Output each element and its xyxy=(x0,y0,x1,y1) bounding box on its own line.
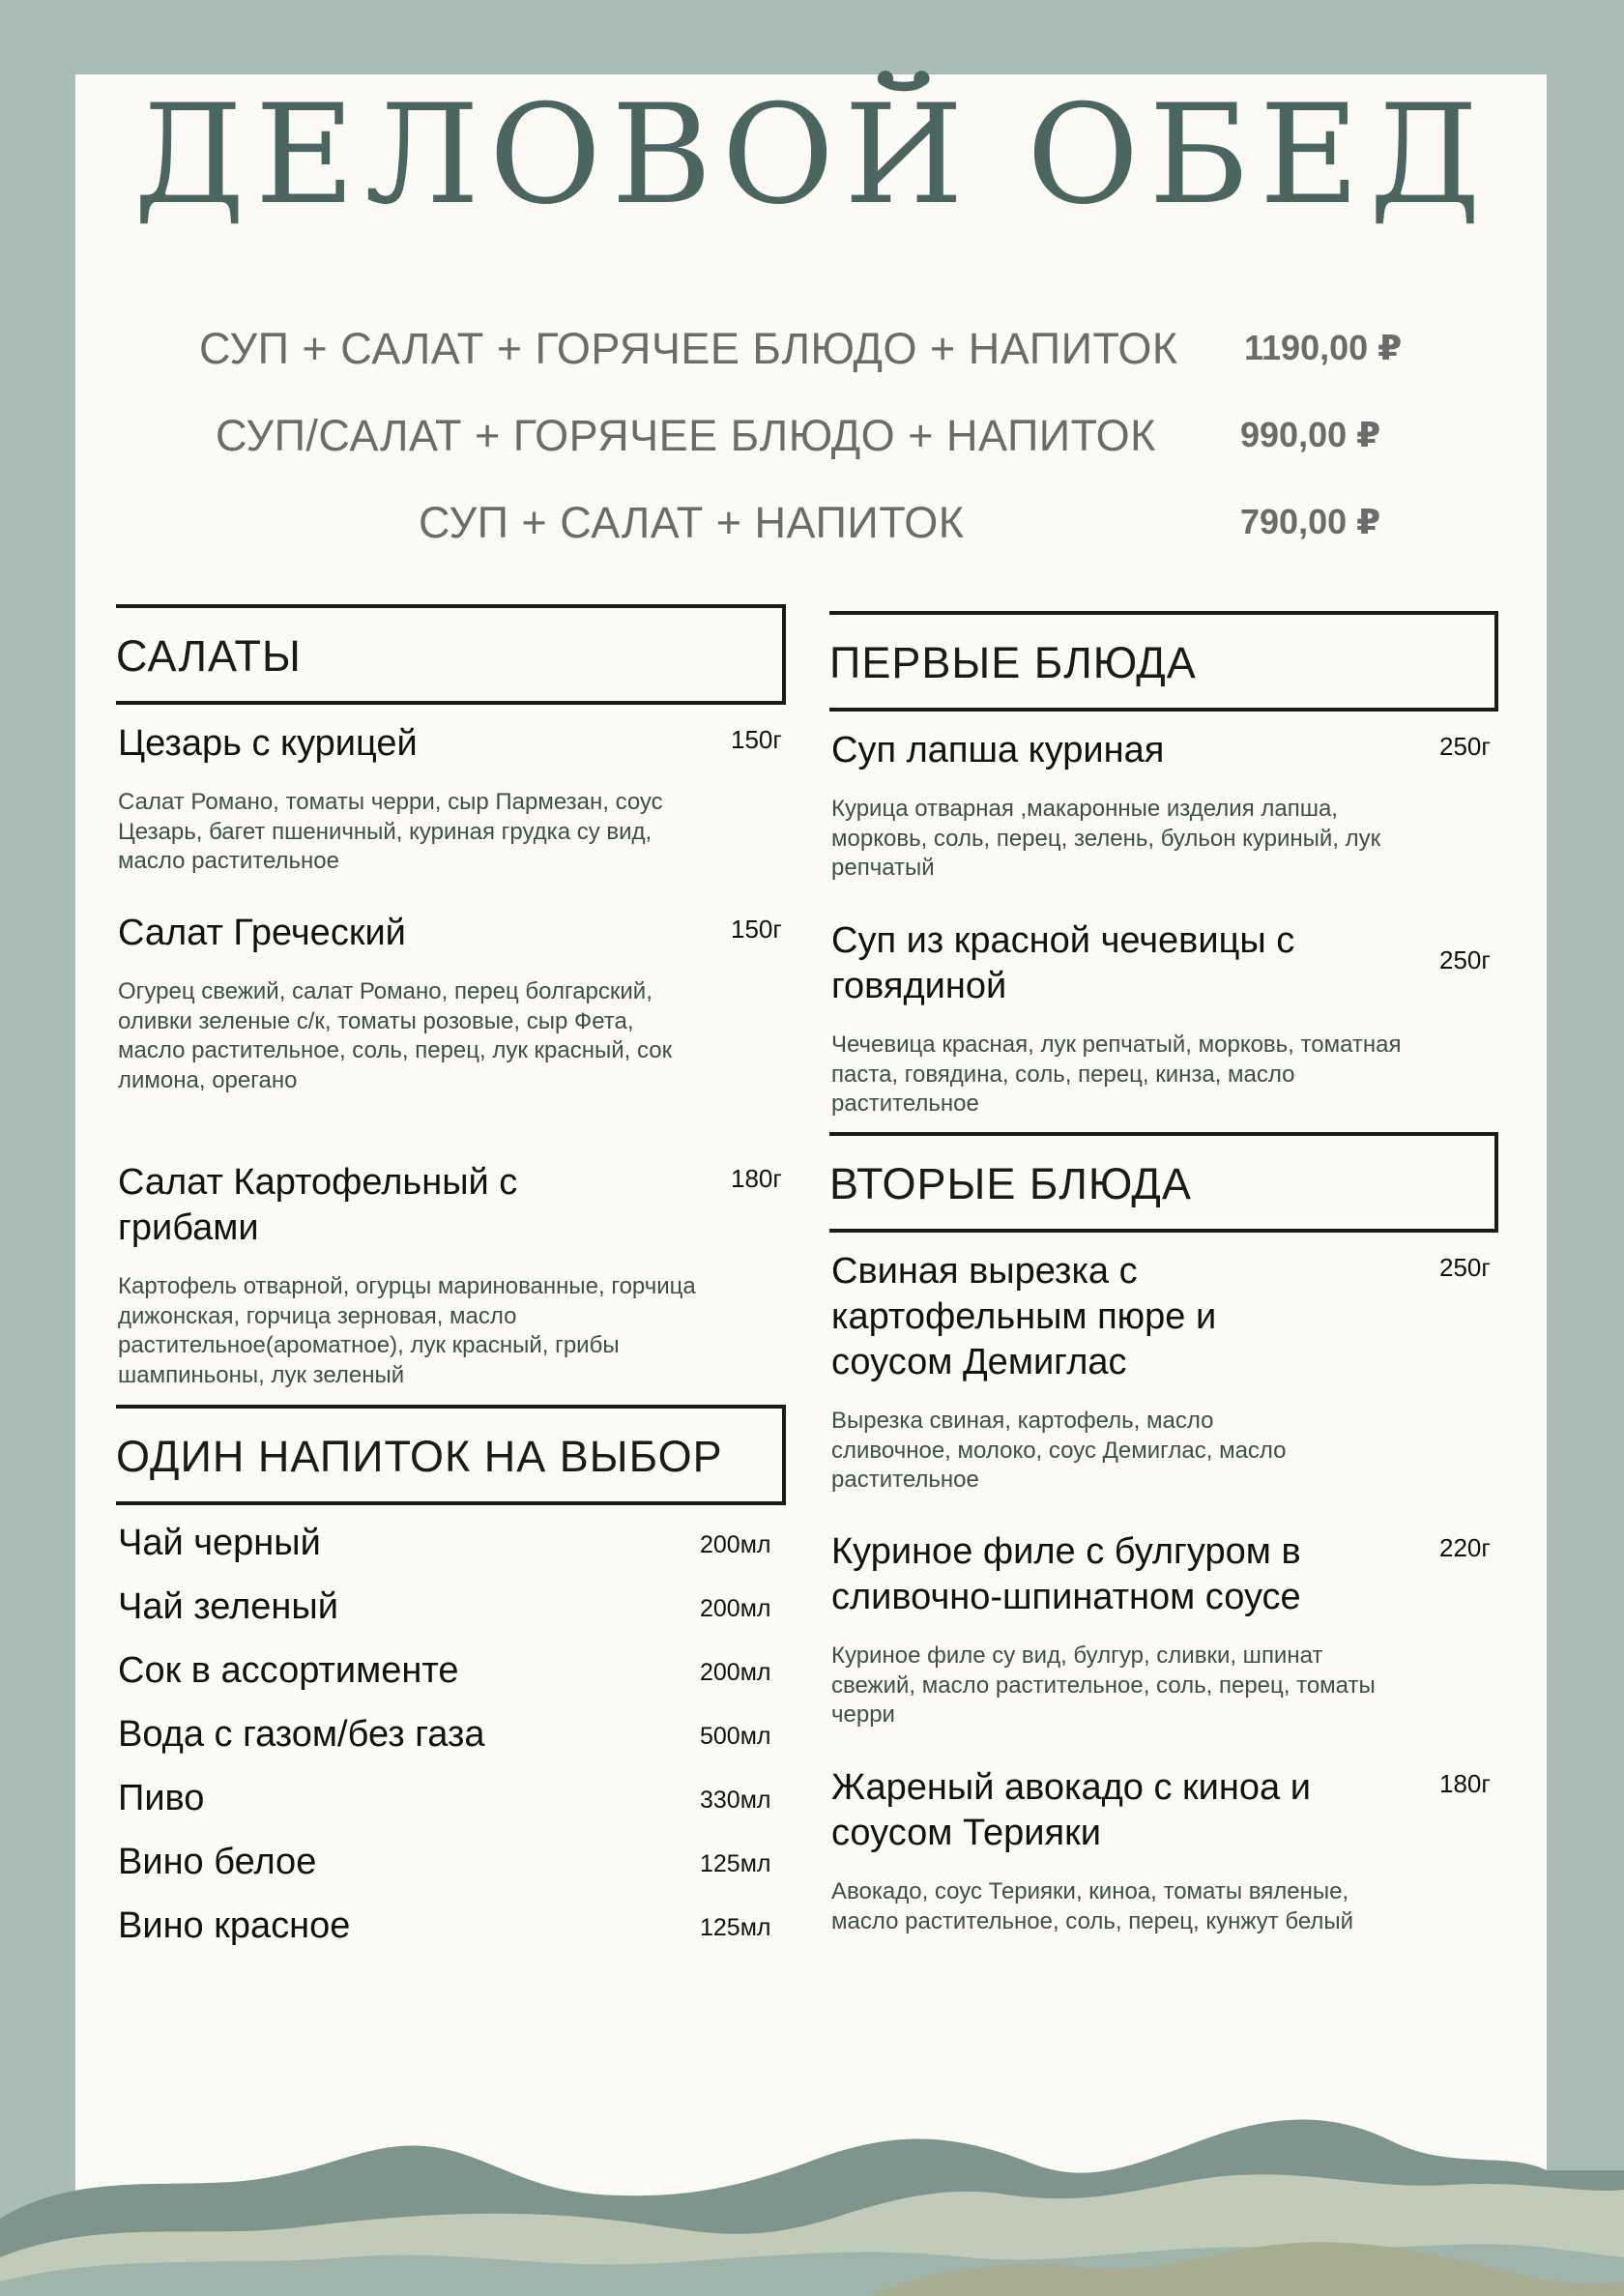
drink-volume: 125мл xyxy=(700,1850,771,1877)
item-name: Куриное филе с булгуром в сливочно-шпинатном соусе xyxy=(831,1531,1301,1617)
drink-volume: 200мл xyxy=(700,1531,771,1558)
drinks-section-header xyxy=(116,1405,786,1505)
section-title: ПЕРВЫЕ БЛЮДА xyxy=(829,638,1197,687)
drink-volume: 200мл xyxy=(700,1595,771,1622)
section-title: ВТОРЫЕ БЛЮДА xyxy=(829,1159,1192,1208)
item-description: Картофель отварной, огурцы маринованные, горчица дижонская, горчица зерновая, масло растительное(ароматное), лук красный, грибы шампиньоны, лук зеленый xyxy=(118,1273,696,1388)
decorative-hills xyxy=(0,2103,1624,2296)
item-weight: 250г xyxy=(1439,1253,1491,1282)
set-row xyxy=(0,411,1624,469)
drink-volume: 125мл xyxy=(700,1914,771,1941)
set-name: СУП/САЛАТ + ГОРЯЧЕЕ БЛЮДО + НАПИТОК xyxy=(216,411,1156,460)
salads-section-header xyxy=(116,604,786,705)
drink-volume: 500мл xyxy=(700,1723,771,1750)
set-row xyxy=(0,498,1624,556)
item-weight: 250г xyxy=(1439,732,1491,761)
menu-item xyxy=(831,1765,1498,1936)
menu-item xyxy=(118,1160,785,1390)
second-courses-section-header xyxy=(829,1132,1498,1233)
page-title: ДЕЛОВОЙ ОБЕД xyxy=(133,75,1491,235)
menu-item xyxy=(118,721,785,877)
item-weight: 150г xyxy=(731,915,782,944)
item-description: Огурец свежий, салат Романо, перец болгарский, оливки зеленые с/к, томаты розовые, сыр Фета, масло растительное, соль, перец, лук красный, сок лимона, орегано xyxy=(118,978,673,1093)
drink-name: Вино белое xyxy=(118,1842,317,1882)
item-name: Жареный авокадо с киноа и соусом Терияки xyxy=(831,1767,1311,1853)
item-name: Свиная вырезка с картофельным пюре и соусом Демиглас xyxy=(831,1251,1217,1382)
item-name: Суп из красной чечевицы с говядиной xyxy=(831,920,1295,1006)
item-name: Салат Греческий xyxy=(118,913,406,953)
drink-name: Чай черный xyxy=(118,1523,321,1563)
item-name: Суп лапша куриная xyxy=(831,730,1165,770)
drink-name: Вода с газом/без газа xyxy=(118,1714,485,1755)
first-courses-section-header xyxy=(829,611,1498,712)
item-description: Салат Романо, томаты черри, сыр Пармезан, соус Цезарь, багет пшеничный, куриная грудка су вид, масло растительное xyxy=(118,789,663,874)
section-title: САЛАТЫ xyxy=(116,631,302,681)
set-price: 1190,00 ₽ xyxy=(1244,328,1403,367)
item-weight: 250г xyxy=(1439,945,1491,974)
item-description: Авокадо, соус Терияки, киноа, томаты вяленые, масло растительное, соль, перец, кунжут белый xyxy=(831,1878,1354,1934)
set-price: 990,00 ₽ xyxy=(1240,415,1381,454)
menu-item xyxy=(831,1249,1498,1496)
drink-name: Сок в ассортименте xyxy=(118,1650,459,1691)
menu-item xyxy=(831,1529,1498,1730)
item-description: Чечевица красная, лук репчатый, морковь, томатная паста, говядина, соль, перец, кинза, масло растительное xyxy=(831,1032,1402,1117)
drink-name: Вино красное xyxy=(118,1905,351,1946)
item-name: Цезарь с курицей xyxy=(118,723,418,764)
drink-name: Чай зеленый xyxy=(118,1586,338,1627)
drink-volume: 200мл xyxy=(700,1659,771,1686)
item-weight: 180г xyxy=(731,1164,782,1193)
set-row xyxy=(0,324,1624,382)
item-description: Куриное филе су вид, булгур, сливки, шпинат свежий, масло растительное, соль, перец, томаты черри xyxy=(831,1642,1376,1728)
set-name: СУП + САЛАТ + ГОРЯЧЕЕ БЛЮДО + НАПИТОК xyxy=(199,324,1178,373)
item-weight: 180г xyxy=(1439,1769,1491,1798)
menu-item xyxy=(831,918,1498,1119)
item-weight: 220г xyxy=(1439,1533,1491,1562)
drink-name: Пиво xyxy=(118,1778,205,1818)
menu-item xyxy=(831,728,1498,884)
item-description: Вырезка свиная, картофель, масло сливочное, молоко, соус Демиглас, масло растительное xyxy=(831,1408,1287,1493)
item-name: Салат Картофельный с грибами xyxy=(118,1162,518,1248)
section-title: ОДИН НАПИТОК НА ВЫБОР xyxy=(116,1432,723,1481)
menu-item xyxy=(118,911,785,1095)
drink-volume: 330мл xyxy=(700,1787,771,1814)
set-name: СУП + САЛАТ + НАПИТОК xyxy=(419,498,965,547)
set-price: 790,00 ₽ xyxy=(1240,502,1381,541)
item-description: Курица отварная ,макаронные изделия лапша, морковь, соль, перец, зелень, бульон куриный, лук репчатый xyxy=(831,796,1381,881)
item-weight: 150г xyxy=(731,725,782,754)
